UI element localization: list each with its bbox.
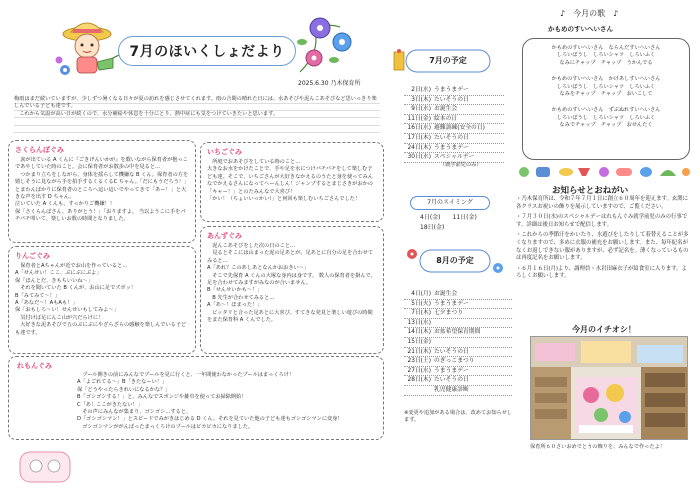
schedule-row (404, 86, 504, 96)
morning-glory-decoration (290, 12, 370, 80)
decorative-sticker-icon (16, 444, 76, 488)
schedule-date: 5日(火) (411, 300, 431, 307)
schedule-row (404, 328, 512, 338)
section-title: さくらんぼぐみ (15, 146, 64, 154)
schedule-date: 30日(水) (407, 154, 431, 161)
section-title: りんごぐみ (15, 252, 50, 260)
section-remon (8, 356, 384, 440)
schedule-row (404, 309, 512, 319)
schedule-event: スペシャルデー (434, 154, 475, 161)
schedule-date: 21日(木) (407, 348, 431, 355)
july-schedule-title: 7月の予定 (429, 56, 467, 65)
intro-text: 梅雨はまだ続いていますが、少しずつ暑くなる日々が夏の訪れを感じさせてくれます。雨の合間の晴れた日には、水あそびや泥んこあそびなど思いっきり楽しんでいる子ども達です。 これから気温が高い日が続くので、水分補給や休息を十分にとり、熱中症にも気をつけていきたいと思います。 (14, 96, 380, 134)
photo-caption: 保育所６０さいおめでとうの飾りを、みんなで作ったよ！ (530, 444, 665, 450)
schedule-row (404, 348, 512, 358)
swimming-title: 7月のスイミング (427, 199, 473, 206)
title-banner (118, 36, 296, 66)
section-ichigo (200, 142, 384, 222)
schedule-date: 17日(木) (407, 134, 431, 141)
schedule-date: 23日(土) (407, 358, 431, 365)
song-verse: かもめのすいへいさん ずぶぬれすいへいさん しろいぼうし しろいシャツ しろいふく なみでチャップ チャップ おせんたく (551, 107, 661, 129)
july-schedule-list (404, 86, 504, 163)
july-schedule-note: （就学前児のみ） (440, 162, 482, 168)
section-text: 所庭でおあそびをしている時のこと… 大きなお水をかけたことで、手や足を水につけパチパチをして楽しむ子ども達。そこで、いちごさんが大好きなかえるのうたと身を使ってみんなでかえるさんになってへーんしん！ジャンプするとまじさきがおかの「キャー！」とのたみんなで大喜び！ 「かい！（ちょいいっかい）」と何回も楽しむいちごさんでした！ (207, 159, 373, 203)
song-verse: かもめのすいへいさん ならんだすいへいさん しろいぼうし しろいシャツ しろいふく なみにチャップ チャップ うかんでる (551, 45, 661, 66)
schedule-event (434, 338, 512, 347)
schedule-row (404, 376, 512, 386)
schedule-date: 2日(水) (411, 87, 431, 93)
august-schedule-note: ※変更や追加がある場合は、改めてお知らせします。 (404, 410, 512, 424)
schedule-event: たいそうの日 (434, 348, 469, 355)
decoration-photo (530, 336, 688, 440)
schedule-event: うまうまデー (434, 367, 469, 374)
schedule-event: うまうまデー (434, 144, 469, 151)
schedule-event: のぎっこまつり (434, 358, 475, 365)
swimming-box (410, 196, 490, 210)
schedule-date: 3日(木) (411, 96, 431, 103)
schedule-date: 9日(水) (411, 106, 431, 113)
schedule-date: 16日(水) (407, 125, 431, 132)
schedule-date: 13日(水) (407, 319, 431, 326)
page-title: 7月のほいくしょだより (129, 44, 285, 60)
schedule-event: 避難訓練(安全の日) (434, 125, 485, 132)
notice-item: ・乃木保育所は、令和７年７月１日に創立６０周年を迎えます。玄関に各クラスお祝いの飾りを展示していますので、ご覧ください。 (516, 196, 689, 210)
schedule-event (434, 319, 512, 328)
notices-list (516, 196, 692, 284)
schedule-row (404, 319, 512, 329)
schedule-row (404, 96, 504, 106)
section-text: プール開きの前にみんなでプールを見に行くと、一年間使わなかったプールはまっくろけ！ A「よごれてる～」B「きたなーい！」 保「どうやったらきれいになるかな？」 B「ゴシゴシする！」と、みんなでスポンジや雑巾を使ってお掃除開始！ C「あ！ここがきたない！」 その声にみんなが集まり、ゴシゴシ…すると、 D「ゴシゴシマン！」とスピードでみがきはじめる D くん。それを見ていた他の子ども達もゴシゴシマンに変身！ ゴシゴシマンががんばったまっくろけのプールはピカピカになりました。 (77, 372, 343, 430)
schedule-event: 七夕まつり (434, 310, 463, 317)
august-schedule-list (404, 290, 512, 396)
section-anzu (200, 226, 384, 354)
schedule-date: 11日(金) (407, 115, 431, 122)
section-sakuranbo (8, 140, 196, 243)
schedule-row (404, 300, 512, 310)
schedule-event: お誕生会 (434, 106, 458, 113)
song-box (522, 38, 690, 160)
schedule-row (404, 134, 504, 144)
schedule-event: うまうまデー (434, 300, 469, 307)
section-text: 保育者とAちゃんが近でお山を作っていると… A「せんせい！ここ、ぶにぶにぶよ」 保「ほんとだ、きもちいいね～」 それを聞いていた B くんが、お山に足でズボッ！ B「みてみて～！」 A「あなだ～！AもAも！」 保「おもしろ～い！せんせいもしてみよ～」 気付けば足にんこ山が穴だらけに！ 大好きな泥あそびで五のぶにぶにやざらざらの感触を楽しんでいる子ども達です。 (15, 263, 187, 336)
schedule-row (404, 367, 512, 377)
august-schedule-title: 8月の予定 (436, 256, 474, 265)
schedule-row (404, 115, 504, 125)
july-schedule-header (392, 48, 492, 74)
section-title: あんずぐみ (207, 232, 242, 240)
schedule-date: 15日(金) (407, 338, 431, 345)
header-illustration (55, 12, 125, 82)
section-text: 泥んこあそびをした次の日のこと… 見るとそこには山まった泥の足あとが。足あとに自分の足を合わせてみると… A「あれ？このあしあとなんかおおきい～」 そこで先保育 A くんの大塚な身内は身です。 数人の保育者を掛んで、足を合わせてみますがみなのが合いません。 B「せんせいかも～！」 B 先生が合わせてみると… A「あ～！ほまった！」 ビッタリと合った足あとに大喜び。すてきな発見と楽しい遊びの時間をまた保育科 A くんでした。 (207, 243, 376, 324)
issue-date: 2025.6.30 乃木保育所 (298, 80, 361, 87)
section-ringo (8, 246, 196, 354)
swimming-dates-1: 4日(金) 11日(金) (420, 214, 477, 221)
schedule-event: お盆希望保育期間 (434, 329, 481, 336)
section-title: れもんぐみ (17, 362, 52, 370)
section-text: 涙が出ている A くんに『ごきげんいかが』を歌いながら保育者が抱っこであやしていた時のこと。会に保育者がお散歩の中を見ると… つかまり立ちをしながら、身体を揺らして機嫌な B くん。保育者の方を嬉しそうに見ながら手を拍手するくるくるC ちゃん。「だにもうだろう！」とまわんばかりに保育者のところへ這い這いでやってきて「あー！」と大きな声を出す D ちゃん。 泣いていた A くんも、すっかりご機嫌！！ 保「さくらんぼさん、ありがとう！」「おりますよ。 当以ようこに手をパチパチ叩いて、楽しいお歌の時間となりました。 (15, 157, 189, 223)
schedule-event: たいそうの日 (434, 96, 469, 103)
august-schedule-header (406, 246, 506, 276)
schedule-event: お誕生会 (434, 291, 458, 297)
schedule-date: 28日(木) (407, 377, 431, 384)
schedule-row (404, 105, 504, 115)
schedule-date: 27日(水) (407, 367, 431, 374)
schedule-date: 4日(月) (411, 291, 431, 297)
notice-item: ・６月１６日(月)より、調理員・水岩田麻衣子が給食室に入ります。よろしくお願いします。 (516, 265, 687, 280)
schedule-date: 14日(木) (407, 329, 431, 336)
notices-title: お知らせとおねがい (552, 186, 629, 196)
schedule-row (404, 144, 504, 154)
schedule-date (404, 386, 434, 395)
notice-item: ・７月３０日(水)のスペシャルデーはれもんぐみ就学前児のみの行事です。詳細は後日お知らせで配信します。 (516, 214, 688, 228)
schedule-event: うまうまデー (434, 87, 469, 93)
photo-title: 今月のイチオシ！ (572, 325, 636, 334)
schedule-event: たいそうの日 (434, 134, 469, 141)
schedule-row (404, 290, 512, 300)
notice-item: ・これからの季節汗をかいたり、水遊びをしたりして着替えることが多くなりますので、多めに衣服の補充をお願いします。また、毎年紀名がなくお返しできない服がありますが、必ず記名を。薄くなっているものは再度記名をお願いします。 (516, 232, 689, 262)
song-subtitle: かもめのすいへいさん (548, 25, 613, 33)
swimming-dates-2: 18日(金) (420, 224, 445, 231)
schedule-date: 24日(木) (407, 144, 431, 151)
schedule-row (404, 357, 512, 367)
schedule-event: たいそうの日 (434, 377, 469, 384)
summer-items-decoration (516, 164, 692, 180)
schedule-row (404, 338, 512, 348)
song-verse: かもめのすいへいさん かけあしすいへいさん しろいぼうし しろいシャツ しろいふく なみをチャップ チャップ おいこして (551, 76, 661, 98)
schedule-row (404, 386, 512, 396)
schedule-event: 乳児健康診断 (434, 386, 469, 393)
schedule-event: 絵本の日 (434, 115, 458, 122)
song-title: ♪ 今月の歌 ♪ (560, 9, 619, 18)
schedule-row (404, 124, 504, 134)
schedule-date: 7日(木) (411, 310, 431, 317)
section-title: いちごぐみ (207, 148, 242, 156)
